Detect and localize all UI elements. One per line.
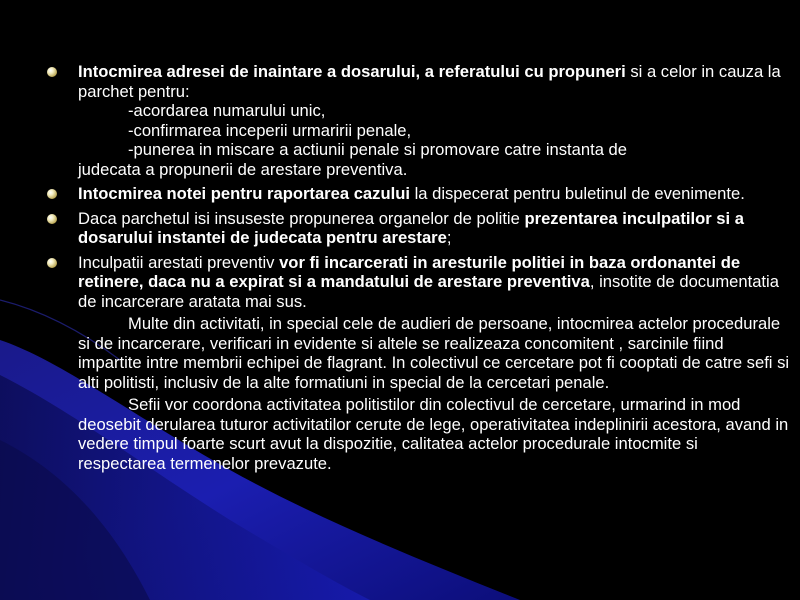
item-1-text: si a celor in cauza la parchet pentru: — [78, 62, 781, 101]
bullet-icon — [47, 258, 57, 268]
paragraph — [78, 314, 790, 392]
paragraph — [78, 395, 790, 473]
paragraph-text: Sefii vor coordona activitatea politistilor din colectivul de cercetare, urmarind in mod deosebit derularea tuturor activitatilor cerute de lege, operativitatea indeplinirii acestora, avand in vedere timpul foarte scurt avut la dispozitie, calitatea actelor procedurale intocmite si respectarea termenelor prevazute. — [78, 395, 789, 473]
item-3-end: ; — [446, 228, 452, 247]
bullet-item-4 — [46, 253, 790, 474]
slide-content — [46, 62, 790, 478]
item-3-bold: prezentarea inculpatilor si a dosarului instantei de judecata pentru arestare — [78, 208, 744, 247]
sub-item-continuation: judecata a propunerii de arestare preventiva. — [78, 159, 408, 179]
bullet-item-1 — [46, 62, 790, 179]
item-2-text: la dispecerat pentru buletinul de evenimente. — [409, 184, 745, 203]
item-1-bold: Intocmirea adresei de inaintare a dosarului, a referatului cu propuneri — [78, 62, 626, 81]
sub-item: -acordarea numarului unic, — [128, 101, 326, 120]
item-2-bold: Intocmirea notei pentru raportarea cazului — [78, 184, 410, 203]
sub-item: -confirmarea inceperii urmaririi penale, — [128, 120, 412, 140]
sub-item: -punerea in miscare a actiunii penale si promovare catre instanta de — [128, 140, 628, 159]
item-4-text: Inculpatii arestati preventiv — [78, 252, 280, 272]
bullet-item-2 — [46, 184, 790, 204]
item-4-end: , insotite de documentatia de incarcerare aratata mai sus. — [78, 272, 779, 311]
bullet-icon — [47, 214, 57, 224]
bullet-item-3 — [46, 209, 790, 248]
bullet-icon — [47, 189, 57, 199]
item-3-text: Daca parchetul isi insuseste propunerea organelor de politie — [78, 208, 525, 228]
item-4-bold: vor fi incarcerati in aresturile politiei in baza ordonantei de retinere, daca nu a expirat si a mandatului de arestare preventiva — [78, 252, 741, 291]
bullet-icon — [47, 67, 57, 77]
paragraph-text: Multe din activitati, in special cele de audieri de persoane, intocmirea actelor procedurale si de incarcerare, verificari in evidente si altele se realizeaza concomitent , sarcinile fiind impartite intre membrii echipei de flagrant. In colectivul ce cercetare pot fi cooptati de catre sefi si alti politisti, inclusiv de la alte formatiuni in special de la cercetari penale. — [78, 314, 790, 392]
